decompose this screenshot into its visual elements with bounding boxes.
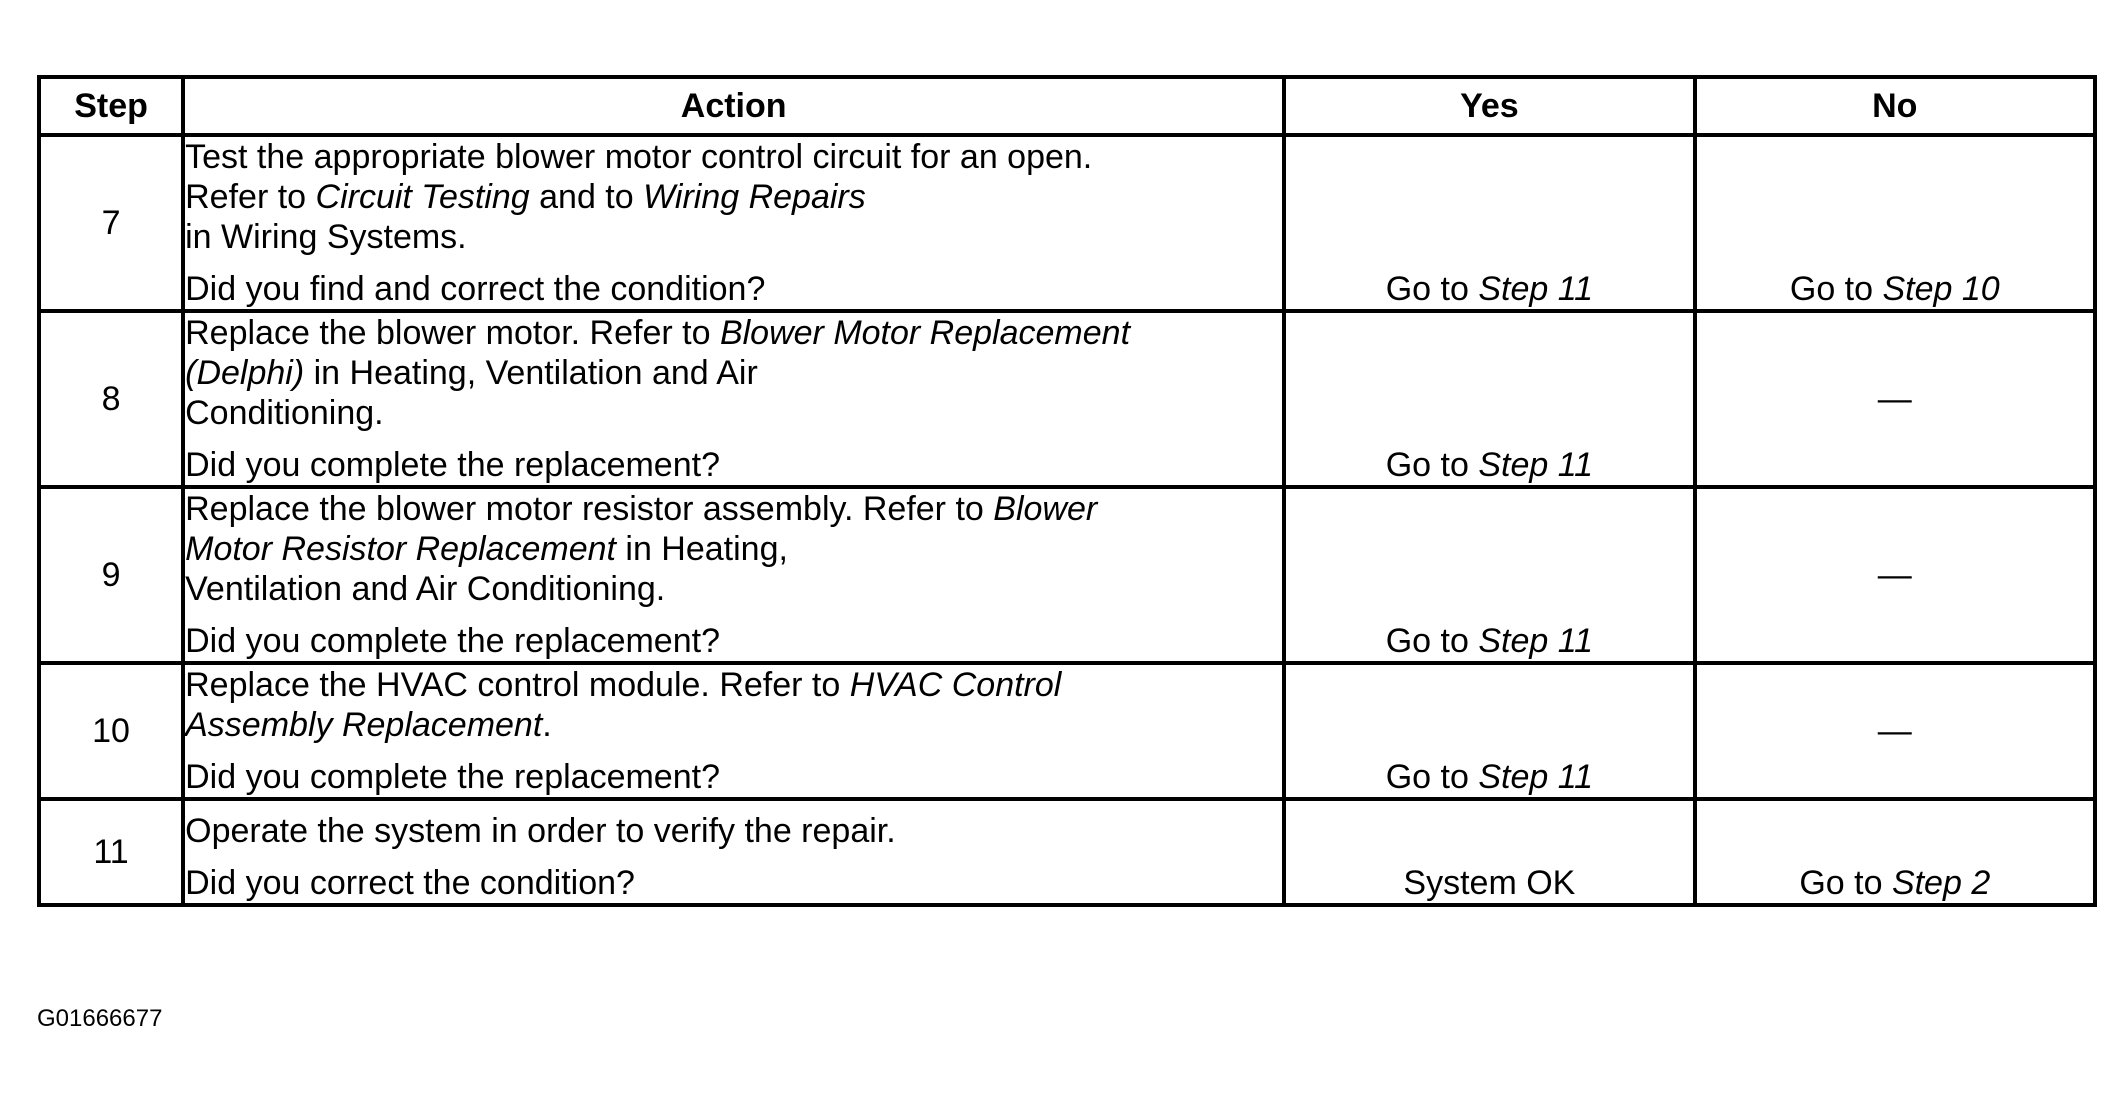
reference-link: Assembly Replacement bbox=[185, 706, 543, 744]
action-question: Did you complete the replacement? bbox=[185, 446, 720, 484]
action-text: Replace the blower motor. Refer to bbox=[185, 314, 720, 352]
header-no: No bbox=[1695, 77, 2095, 135]
yes-text: Go to bbox=[1385, 270, 1479, 308]
no-step-ref: Step 10 bbox=[1882, 270, 2000, 308]
yes-step-ref: Step 11 bbox=[1478, 446, 1594, 484]
no-cell bbox=[1695, 311, 2095, 487]
yes-cell bbox=[1284, 799, 1694, 905]
action-cell bbox=[183, 487, 1284, 663]
yes-cell bbox=[1284, 487, 1694, 663]
action-text: Refer to bbox=[185, 178, 316, 216]
action-text: Ventilation and Air Conditioning. bbox=[185, 570, 666, 608]
reference-link: (Delphi) bbox=[185, 354, 305, 392]
action-text: in Wiring Systems. bbox=[185, 218, 467, 256]
reference-link: Blower bbox=[993, 490, 1098, 528]
action-text: in Heating, bbox=[615, 530, 788, 568]
action-instruction bbox=[185, 811, 1282, 851]
header-row bbox=[39, 77, 2095, 135]
no-dash: — bbox=[1877, 712, 1912, 750]
action-cell bbox=[183, 663, 1284, 799]
action-cell bbox=[183, 799, 1284, 905]
action-text: Replace the blower motor resistor assembly. Refer to bbox=[185, 490, 994, 528]
header-step: Step bbox=[39, 77, 183, 135]
yes-step-ref: Step 11 bbox=[1478, 270, 1594, 308]
yes-step-ref: Step 11 bbox=[1478, 758, 1594, 796]
yes-text: Go to bbox=[1385, 446, 1479, 484]
no-text: Go to bbox=[1799, 864, 1892, 902]
action-instruction bbox=[185, 313, 1282, 433]
table-row bbox=[39, 135, 2095, 311]
header-action: Action bbox=[183, 77, 1284, 135]
no-step-ref: Step 2 bbox=[1891, 864, 1991, 902]
yes-text: System OK bbox=[1403, 864, 1576, 902]
action-text: and to bbox=[529, 178, 644, 216]
action-cell bbox=[183, 135, 1284, 311]
reference-link: HVAC Control bbox=[849, 666, 1062, 704]
action-text: in Heating, Ventilation and Air bbox=[304, 354, 758, 392]
table-row bbox=[39, 487, 2095, 663]
action-text: Conditioning. bbox=[185, 394, 384, 432]
reference-link: Motor Resistor Replacement bbox=[185, 530, 616, 568]
table-row bbox=[39, 311, 2095, 487]
action-instruction bbox=[185, 489, 1282, 609]
reference-link: Wiring Repairs bbox=[643, 178, 866, 216]
yes-step-ref: Step 11 bbox=[1478, 622, 1594, 660]
no-dash: — bbox=[1877, 556, 1912, 594]
yes-cell bbox=[1284, 135, 1694, 311]
table-row bbox=[39, 799, 2095, 905]
diagnostic-table-container bbox=[37, 75, 2097, 907]
action-question: Did you find and correct the condition? bbox=[185, 270, 766, 308]
yes-cell bbox=[1284, 311, 1694, 487]
reference-link: Circuit Testing bbox=[315, 178, 530, 216]
diagnostic-table bbox=[37, 75, 2097, 907]
yes-cell bbox=[1284, 663, 1694, 799]
no-cell bbox=[1695, 799, 2095, 905]
no-cell bbox=[1695, 663, 2095, 799]
reference-link: Blower Motor Replacement bbox=[719, 314, 1131, 352]
action-question: Did you correct the condition? bbox=[185, 864, 635, 902]
no-cell bbox=[1695, 487, 2095, 663]
action-text: Replace the HVAC control module. Refer to bbox=[185, 666, 850, 704]
no-cell bbox=[1695, 135, 2095, 311]
step-number: 7 bbox=[39, 135, 183, 311]
figure-id: G01666677 bbox=[37, 1005, 163, 1032]
action-cell bbox=[183, 311, 1284, 487]
step-number: 10 bbox=[39, 663, 183, 799]
action-instruction bbox=[185, 665, 1282, 745]
yes-text: Go to bbox=[1385, 622, 1479, 660]
no-text: Go to bbox=[1789, 270, 1883, 308]
no-dash: — bbox=[1877, 380, 1912, 418]
table-row bbox=[39, 663, 2095, 799]
action-text: . bbox=[542, 706, 552, 744]
step-number: 11 bbox=[39, 799, 183, 905]
action-question: Did you complete the replacement? bbox=[185, 622, 720, 660]
action-text: Test the appropriate blower motor control circuit for an open. bbox=[185, 138, 1093, 176]
action-instruction bbox=[185, 137, 1282, 257]
yes-text: Go to bbox=[1385, 758, 1479, 796]
action-question: Did you complete the replacement? bbox=[185, 758, 720, 796]
action-text: Operate the system in order to verify the repair. bbox=[185, 812, 896, 850]
step-number: 9 bbox=[39, 487, 183, 663]
header-yes: Yes bbox=[1284, 77, 1694, 135]
step-number: 8 bbox=[39, 311, 183, 487]
